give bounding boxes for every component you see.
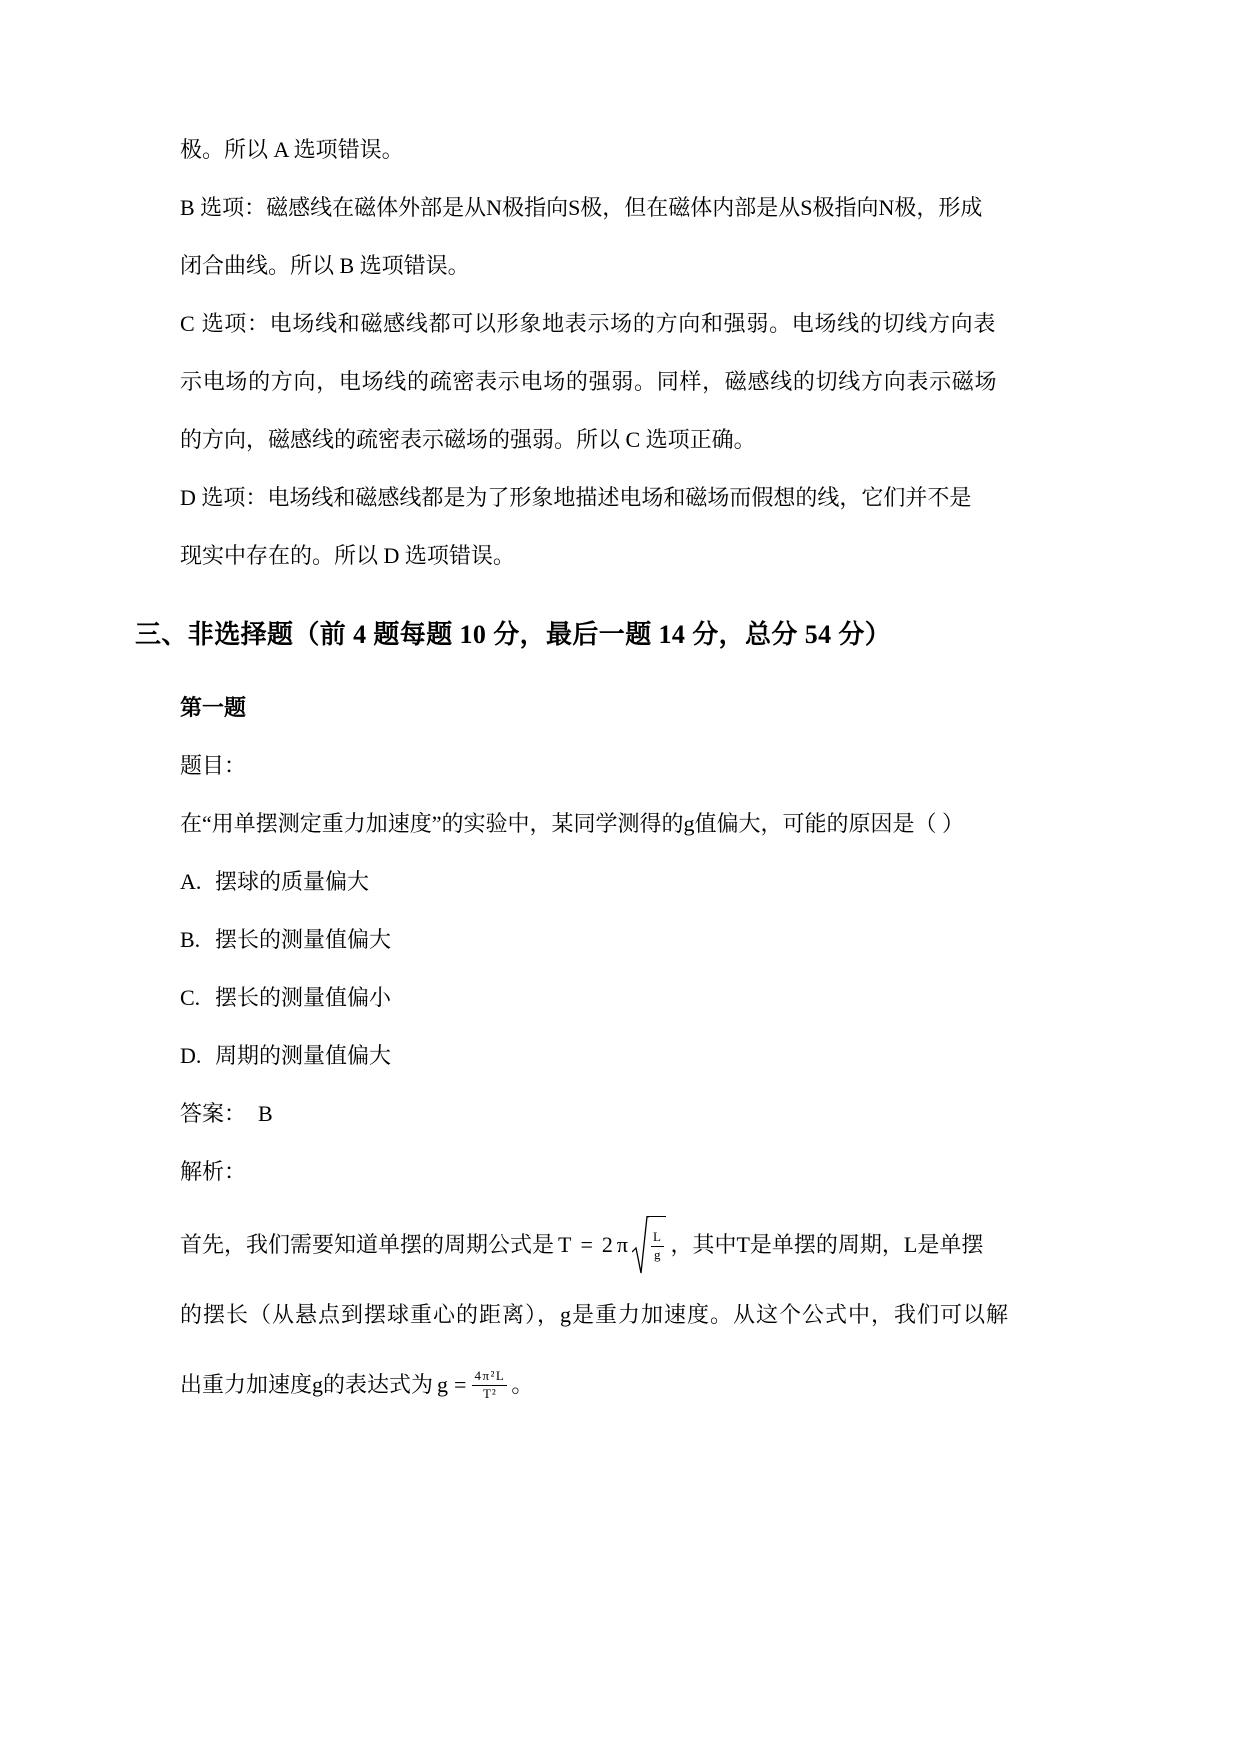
analysis-text-segment: 首先，我们需要知道单摆的周期公式是 [180,1232,555,1257]
analysis-line-2 [0,1280,1241,1350]
g-formula [437,1369,507,1402]
explanation-line: 现实中存在的。所以 D 选项错误。 [180,543,515,568]
explanation-line: 的方向，磁感线的疏密表示磁场的强弱。所以 C 选项正确。 [180,427,756,452]
option-text: 摆长的测量值偏大 [215,927,392,952]
explanation-line: 闭合曲线。所以 B 选项错误。 [180,253,470,278]
option-c-explanation [0,295,1241,469]
formula-lhs: g [437,1372,449,1397]
analysis-text-segment: 的摆长（从悬点到摆球重心的距离），g是重力加速度。从这个公式中，我们可以解 [180,1302,1010,1327]
fraction-numerator: L [651,1230,664,1247]
section-heading: 三、非选择题（前 4 题每题 10 分，最后一题 14 分，总分 54 分） [135,620,892,649]
formula-coefficient: 2π [601,1232,632,1257]
question-1 [0,679,1241,1420]
page-content [0,121,1241,1420]
answer-label: 答案： [180,1101,247,1126]
option-a-explanation-tail: 极。所以 A 选项错误。 [180,137,404,162]
formula-lhs: T [558,1232,572,1257]
question-prompt-label: 题目： [180,753,247,778]
analysis-text [0,1210,1241,1420]
option-d [0,1027,1241,1085]
option-b [0,911,1241,969]
fraction-denominator: g [653,1247,662,1262]
option-letter: D. [180,1043,202,1068]
fraction-denominator: T² [482,1385,497,1401]
fraction [472,1369,507,1402]
explanation-line: 示电场的方向，电场线的疏密表示电场的强弱。同样，磁感线的切线方向表示磁场 [180,369,998,394]
square-root [632,1216,666,1274]
explanation-line: D 选项：电场线和磁感线都是为了形象地描述电场和磁场而假想的线，它们并不是 [180,485,972,510]
option-text: 摆球的质量偏大 [215,869,370,894]
option-text: 摆长的测量值偏小 [215,985,392,1010]
fraction [651,1230,664,1263]
equals-sign: = [454,1372,467,1397]
explanation-line: C 选项：电场线和磁感线都可以形象地表示场的方向和强弱。电场线的切线方向表 [180,311,997,336]
equals-sign: = [580,1232,593,1257]
option-c [0,969,1241,1027]
answer-options [0,853,1241,1085]
question-stem: 在“用单摆测定重力加速度”的实验中，某同学测得的g值偏大，可能的原因是（ ） [180,811,965,836]
analysis-text-segment: ，其中T是单摆的周期，L是单摆 [670,1232,984,1257]
option-d-explanation [0,469,1241,585]
analysis-text-segment: 出重力加速度g的表达式为 [180,1372,434,1397]
option-b-explanation [0,179,1241,295]
radical-sign-icon [632,1216,649,1274]
question-title: 第一题 [180,695,247,720]
fraction-numerator: 4π²L [472,1369,507,1386]
analysis-text-segment: 。 [511,1372,534,1397]
option-letter: C. [180,985,201,1010]
period-formula [558,1216,666,1274]
answer-line [0,1085,1241,1143]
option-a [0,853,1241,911]
explanation-line: B 选项：磁感线在磁体外部是从N极指向S极，但在磁体内部是从S极指向N极，形成 [180,195,983,220]
analysis-line-3 [0,1350,1241,1420]
analysis-label: 解析： [180,1159,247,1184]
option-text: 周期的测量值偏大 [215,1043,392,1068]
option-letter: A. [180,869,202,894]
analysis-line-1 [0,1210,1241,1280]
radicand [649,1216,666,1274]
option-letter: B. [180,927,201,952]
answer-value: B [258,1101,273,1126]
